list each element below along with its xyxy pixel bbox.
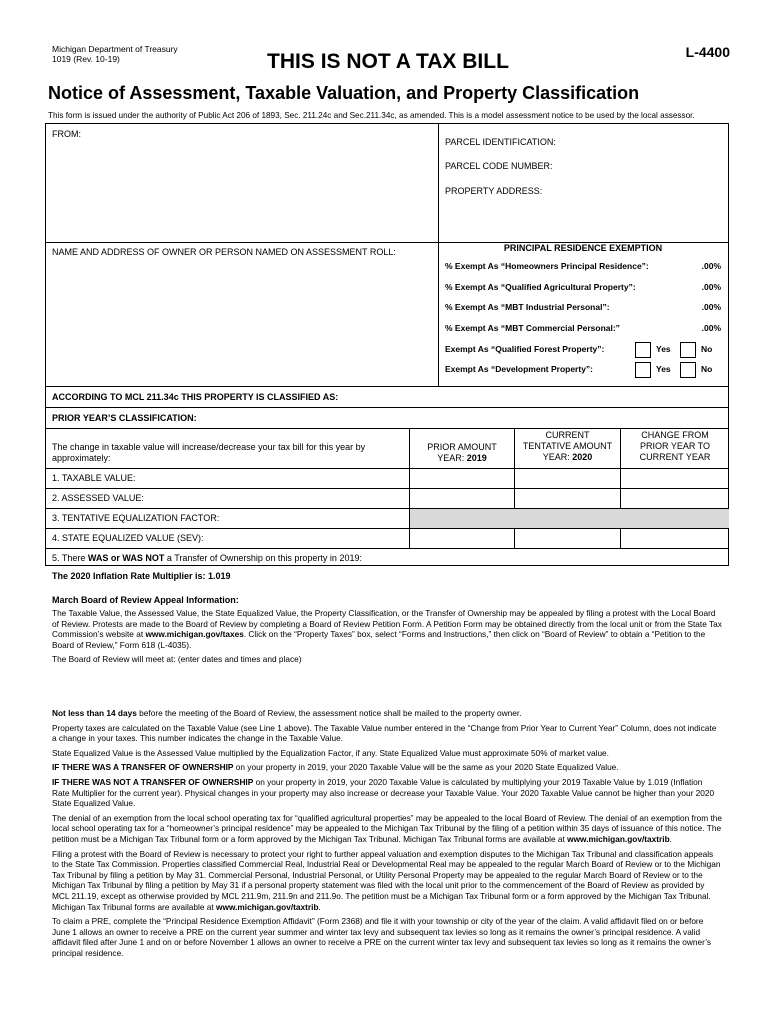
divider-exemption xyxy=(46,386,728,387)
protest-text: Filing a protest with the Board of Review is necessary to protect your right to further appeal valuation and exemption disputes to the Michigan Tax Tribunal and classification appeals to the State Tax Commission. Properties classified Commercial Real, Industrial Real or Developmental Real may be appealed to the regular March Board of Review or to the Michigan Tax Tribunal by filing a petition by May 31. Commercial Personal, Industrial Personal, or Utility Personal Property may be appealed to the regular March Board of Review or to the Michigan Tax Tribunal by filing a petition by May 31 if a personal property statement was filed with the local unit prior to the commencement of the Board of Review as provided by MCL 211.19, except as otherwise provided by MCL 211.9m, 211.9n and 211.9o. The petition must be a Michigan Tax Tribunal form or a form approved by the Michigan Tax Tribunal. Michigan Tax Tribunal forms are available at xyxy=(52,848,721,912)
exemption-row xyxy=(445,261,721,271)
appeal-section xyxy=(52,608,722,669)
shaded-equalization-cells xyxy=(410,509,729,528)
appeal-paragraph xyxy=(52,608,722,650)
form-revision: 1019 (Rev. 10-19) xyxy=(52,54,120,64)
notice-timing-text: before the meeting of the Board of Review, the assessment notice shall be mailed to the property owner. xyxy=(136,708,522,718)
agency-name: Michigan Department of Treasury xyxy=(52,44,178,54)
property-address-label: PROPERTY ADDRESS: xyxy=(445,186,543,196)
exemption-value: .00% xyxy=(701,261,721,271)
forest-no-label: No xyxy=(701,344,713,354)
parcel-code-label: PARCEL CODE NUMBER: xyxy=(445,161,553,171)
transfer-paragraph xyxy=(52,762,722,773)
col-current-title-1: CURRENT xyxy=(545,430,590,440)
assessment-form-frame xyxy=(45,123,729,566)
exemption-label: % Exempt As “Qualified Agricultural Property”: xyxy=(445,282,636,292)
development-no-checkbox[interactable] xyxy=(680,362,696,378)
sev-label: 4. STATE EQUALIZED VALUE (SEV): xyxy=(52,533,204,543)
col-current-title-2: TENTATIVE AMOUNT xyxy=(522,441,613,451)
forest-property-row xyxy=(445,342,721,358)
protest-end: . xyxy=(318,901,321,912)
forest-property-label: Exempt As “Qualified Forest Property”: xyxy=(445,344,605,354)
inflation-multiplier: The 2020 Inflation Rate Multiplier is: 1.019 xyxy=(52,571,231,581)
col-current-year-label: YEAR: xyxy=(542,452,570,462)
exemption-denial-text: The denial of an exemption from the local school operating tax for “qualified agricultural properties” may be appealed to the local Board of Review. The denial of an exemption from the local school operating tax for a “homeowner’s principal residence” may be appealed to the Michigan Tax Tribunal by the filing of a petition within 35 days of issuance of this notice. The petition must be a Michigan Tax Tribunal form or a form approved by the Michigan Tax Tribunal. Michigan Tax Tribunal forms are available at xyxy=(52,812,722,844)
development-yes-label: Yes xyxy=(656,364,671,374)
notice-timing-bold: Not less than 14 days xyxy=(52,708,137,718)
col-change-title-2: PRIOR YEAR TO xyxy=(639,441,711,451)
appeal-text-cont: . Click on the “Property Taxes” box, select “Forms and Instructions,” then click on “Board of Review” to obtain a “Petition to the Board of Review,” Form 618 (L-4035). xyxy=(52,629,706,650)
development-yes-checkbox[interactable] xyxy=(635,362,651,378)
col-prior-year-label: YEAR: xyxy=(437,453,465,463)
transfer-of-ownership-label xyxy=(52,553,362,563)
divider-prior-class xyxy=(46,428,728,429)
taxable-value-paragraph: Property taxes are calculated on the Taxable Value (see Line 1 above). The Taxable Value number entered in the “Change from Prior Year to Current Year” Column, does not indicate a change in your taxes. This number indicates the change in the Taxable Value. xyxy=(52,722,717,744)
col-current-amount xyxy=(515,430,620,463)
authority-statement: This form is issued under the authority of Public Act 206 of 1893, Sec. 211.24c and Sec.211.34c, as amended. This is a model assessment notice to be used by the local assessor. xyxy=(48,111,695,120)
exemption-value: .00% xyxy=(701,323,721,333)
divider-classified xyxy=(46,407,728,408)
exemption-label: % Exempt As “MBT Industrial Personal”: xyxy=(445,302,610,312)
notice-timing-paragraph xyxy=(52,708,722,719)
prior-classification-label: PRIOR YEAR’S CLASSIFICATION: xyxy=(52,413,197,423)
appeal-text: The Taxable Value, the Assessed Value, the State Equalized Value, the Property Classification, or the Transfer of Ownership may be appealed by filing a protest with the Local Board of Review. Protests are made to the Board of Review by completing a Board of Review Petition Form. A Petition Form may be obtained directly from the local unit or from the State Tax Commission’s website at xyxy=(52,608,722,640)
appeal-heading: March Board of Review Appeal Information: xyxy=(52,595,239,605)
development-no-label: No xyxy=(701,364,713,374)
page-title: Notice of Assessment, Taxable Valuation, and Property Classification xyxy=(48,83,640,103)
development-property-label: Exempt As “Development Property”: xyxy=(445,364,593,374)
form-number: L-4400 xyxy=(685,44,730,60)
exemption-value: .00% xyxy=(701,302,721,312)
divider-row1 xyxy=(46,488,728,489)
sev-paragraph: State Equalized Value is the Assessed Value multiplied by the Equalization Factor, if any. State Equalized Value must approximate 50% of market value. xyxy=(52,747,609,758)
forest-yes-checkbox[interactable] xyxy=(635,342,651,358)
no-transfer-text: on your property in 2019, your 2020 Taxable Value is calculated by multiplying your 2019 Taxable Value by 1.019 (Inflation Rate Multiplier for the current year). Physical changes in your property may also increase or decrease your Taxable Value. Your 2020 Taxable Value cannot be higher than your 2020 State Equalized Value. xyxy=(52,776,715,809)
protest-paragraph xyxy=(52,849,722,913)
not-a-tax-bill-banner: THIS IS NOT A TAX BILL xyxy=(267,50,509,73)
no-transfer-bold: IF THERE WAS NOT A TRANSFER OF OWNERSHIP xyxy=(52,776,254,787)
col-prior-title: PRIOR AMOUNT xyxy=(427,442,497,452)
development-property-row xyxy=(445,362,721,378)
transfer-text: on your property in 2019, your 2020 Taxable Value will be the same as your 2020 State Equalized Value. xyxy=(233,762,619,773)
exemption-denial-paragraph xyxy=(52,813,722,845)
col-prior-year: 2019 xyxy=(466,453,487,463)
col-change xyxy=(621,430,729,463)
divider-row3 xyxy=(46,528,728,529)
board-meeting-paragraph: The Board of Review will meet at: (enter dates and times and place) xyxy=(52,654,302,665)
taxable-value-label: 1. TAXABLE VALUE: xyxy=(52,473,136,483)
col-current-year: 2020 xyxy=(572,452,593,462)
owner-label: NAME AND ADDRESS OF OWNER OR PERSON NAMED ON ASSESSMENT ROLL: xyxy=(52,247,396,257)
pre-claim-paragraph: To claim a PRE, complete the “Principal Residence Exemption Affidavit” (Form 2368) and file it with your township or city of the year of the claim. A valid affidavit filed on or before June 1 allows an owner to receive a PRE on the current year summer and winter tax levy and subsequent tax levies so long as it remains the owner’s principal residence. A valid affidavit filed after June 1 and on or before November 1 allows an owner to receive a PRE on the current winter tax levy and subsequent tax levies so long as it remains the owner’s principal residence. xyxy=(52,916,712,958)
transfer-text-post: a Transfer of Ownership on this property in 2019: xyxy=(164,553,362,563)
exemption-denial-end: . xyxy=(669,833,672,844)
exemption-heading: PRINCIPAL RESIDENCE EXEMPTION xyxy=(503,243,663,253)
top-section-divider xyxy=(438,124,439,386)
transfer-text-bold: WAS or WAS NOT xyxy=(87,553,165,563)
forest-no-checkbox[interactable] xyxy=(680,342,696,358)
exemption-label: % Exempt As “Homeowners Principal Residence”: xyxy=(445,261,649,271)
parcel-id-label: PARCEL IDENTIFICATION: xyxy=(445,137,556,147)
divider-table-head xyxy=(46,468,728,469)
assessed-value-label: 2. ASSESSED VALUE: xyxy=(52,493,144,503)
col-change-title-1: CHANGE FROM xyxy=(641,430,709,440)
forest-yes-label: Yes xyxy=(656,344,671,354)
notes-section xyxy=(52,708,722,962)
exemption-row xyxy=(445,302,721,312)
taxtrib-link[interactable]: www.michigan.gov/taxtrib xyxy=(216,901,319,912)
tax-change-intro: The change in taxable value will increase/decrease your tax bill for this year by approximately: xyxy=(52,442,366,463)
equalization-factor-label: 3. TENTATIVE EQUALIZATION FACTOR: xyxy=(52,513,220,523)
col-prior-amount xyxy=(410,442,514,464)
transfer-text-pre: 5. There xyxy=(52,553,88,563)
exemption-value: .00% xyxy=(701,282,721,292)
exemption-row xyxy=(445,323,721,333)
classified-as-label: ACCORDING TO MCL 211.34c THIS PROPERTY IS CLASSIFIED AS: xyxy=(52,392,339,402)
exemption-row xyxy=(445,282,721,292)
exemption-label: % Exempt As “MBT Commercial Personal:” xyxy=(445,323,620,333)
transfer-bold: IF THERE WAS A TRANSFER OF OWNERSHIP xyxy=(52,762,234,773)
taxes-website-link[interactable]: www.michigan.gov/taxes xyxy=(145,629,244,640)
from-label: FROM: xyxy=(52,129,81,139)
divider-row4 xyxy=(46,548,728,549)
taxtrib-link[interactable]: www.michigan.gov/taxtrib xyxy=(567,833,670,844)
col-change-title-3: CURRENT YEAR xyxy=(639,452,711,462)
no-transfer-paragraph xyxy=(52,777,722,809)
